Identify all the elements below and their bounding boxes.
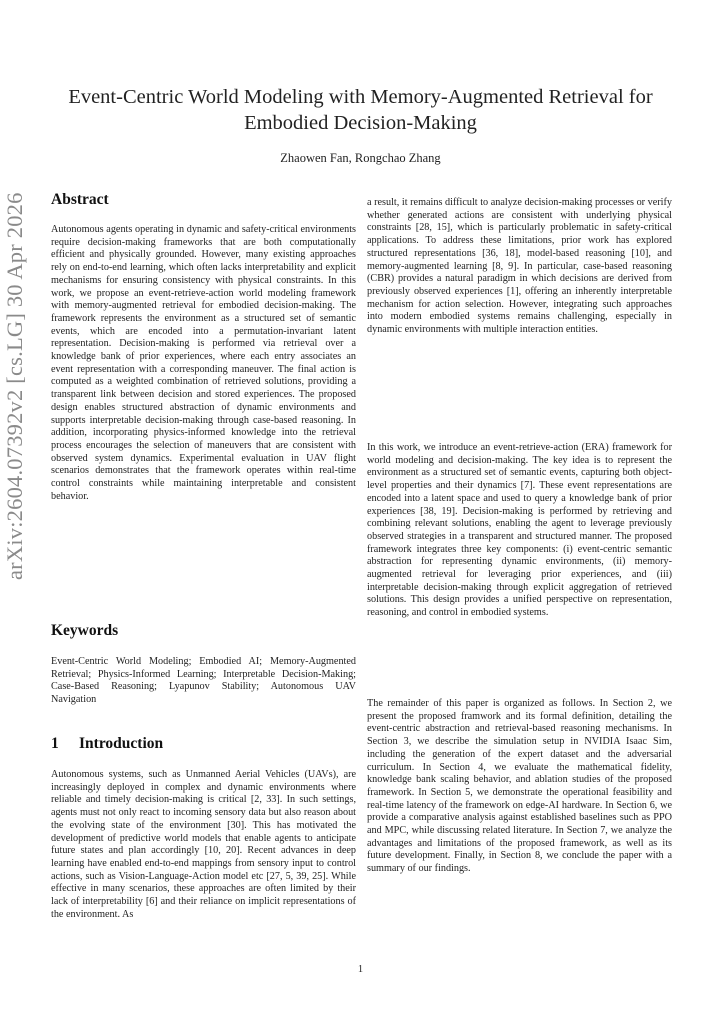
keywords-text: Event-Centric World Modeling; Embodied AI; Memory-Augmented Retrieval; Physics-Informed Learning; Interpretable Decision-Making; Case-Based Reasoning; Lyapunov Stability; Autonomous UAV Navigation [51,656,356,706]
abstract-body [51,224,356,503]
introduction-body-right-1 [367,197,672,337]
abstract-heading: Abstract [51,191,109,208]
introduction-body-right-2 [367,442,672,620]
section-title: Introduction [79,735,164,752]
introduction-paragraph-1-continued: a result, it remains difficult to analyze decision-making processes or verify whether generated actions are consistent with underlying physical constraints [28, 15], which is particularly problematic in safety-critical applications. To address these limitations, prior work has explored structured representations [36, 18], model-based reasoning [10], and memory-augmented learning [8, 9]. In particular, case-based reasoning (CBR) provides a natural paradigm in which decisions are derived from previously observed experiences [1], offering an inherently interpretable mechanism for action selection. However, integrating such approaches into modern embodied systems remains challenging, especially in dynamic environments with multiple interaction entities. [367,197,672,336]
keywords-section [51,622,356,639]
page-number: 1 [357,964,364,975]
introduction-body-left [51,769,356,921]
introduction-paragraph-1: Autonomous systems, such as Unmanned Aerial Vehicles (UAVs), are increasingly deployed in complex and dynamic environments where reliable and timely decision-making is critical [2, 33]. In such settings, agents must not only react to incoming sensory data but also reason about the evolving state of the environment [30]. This has motivated the development of predictive world models that enable agents to anticipate future states and plan accordingly [10, 20]. Recent advances in deep learning have enabled end-to-end mappings from sensory input to control actions, such as Vision-Language-Action model etc [27, 5, 39, 25]. While effective in many scenarios, these approaches are often limited by their lack of interpretability [6] and their reliance on implicit representations of the environment. As [51,769,356,920]
paper-authors: Zhaowen Fan, Rongchao Zhang [280,151,441,165]
keywords-body [51,656,356,707]
introduction-paragraph-2: In this work, we introduce an event-retrieve-action (ERA) framework for world modeling and decision-making. The key idea is to represent the environment as a structured set of semantic events, capturing both object-level properties and their dynamics [7]. These event representations are encoded into a latent space and used to query a knowledge bank of prior experiences [38, 19]. Decision-making is performed by retrieving and combining relevant solutions, enabling the agent to leverage previously observed strategies in a transparent and structured manner. The proposed framework integrates three key components: (i) event-centric semantic abstraction for representing dynamic environments, (ii) memory-augmented retrieval for leveraging prior experiences, and (iii) interpretable decision-making through explicit aggregation of retrieved solutions. This design provides a unified perspective on representation, reasoning, and control in embodied systems. [367,442,672,619]
introduction-body-right-3 [367,698,672,876]
keywords-heading: Keywords [51,622,119,639]
abstract-section [51,191,356,208]
introduction-paragraph-3: The remainder of this paper is organized as follows. In Section 2, we present the proposed framwork and its formal definition, detailing the event-centric abstraction and retrieval-based reasoning mechanisms. In Section 3, we describe the simulation setup in NVIDIA Isaac Sim, including the generation of the expert dataset and the adversarial curriculum. In Section 4, we evaluate the mathematical fidelity, knowledge bank scaling behavior, and ablation studies of the proposed framework. In Section 5, we demonstrate the operational feasibility and real-time latency of the framework on edge-AI hardware. In Section 6, we provide a comparative analysis against established baselines such as PPO and MPC, while discussing related literature. In Section 7, we analyze the advantages and limitations of the proposed framework, as well as its future development. Finally, in Section 8, we conclude the paper with a summary of our findings. [367,698,672,875]
arxiv-identifier-text: arXiv:2604.07392v2 [cs.LG] 30 Apr 2026 [2,192,27,580]
section-number: 1 [51,735,59,752]
abstract-text: Autonomous agents operating in dynamic and safety-critical environments require decision-making frameworks that are both computationally efficient and physically grounded. However, many existing approaches rely on end-to-end learning, which often lacks interpretability and explicit mechanisms for ensuring consistency with physical constraints. In this work, we propose an event-retrieve-action world modeling framework with memory-augmented retrieval for embodied decision-making. The framework represents the environment as a structured set of semantic events, which are encoded into a permutation-invariant latent representation. Decision-making is performed via retrieval over a knowledge bank of prior experiences, where each entry associates an event representation with a corresponding maneuver. The final action is computed as a weighted combination of retrieved solutions, providing a transparent link between decision and stored experiences. The proposed design enables structured abstraction of dynamic environments and supports interpretable decision-making through case-based reasoning. In addition, incorporating physics-informed knowledge into the retrieval process encourages the selection of maneuvers that are consistent with observed system dynamics. Experimental evaluation in UAV flight scenarios demonstrates that the framework operates within real-time control constraints while maintaining interpretable and consistent behavior. [51,224,356,502]
introduction-heading [51,735,356,752]
paper-title: Event-Centric World Modeling with Memory-Augmented Retrieval for Embodied Decision-Making [68,86,653,134]
introduction-section [51,735,356,752]
